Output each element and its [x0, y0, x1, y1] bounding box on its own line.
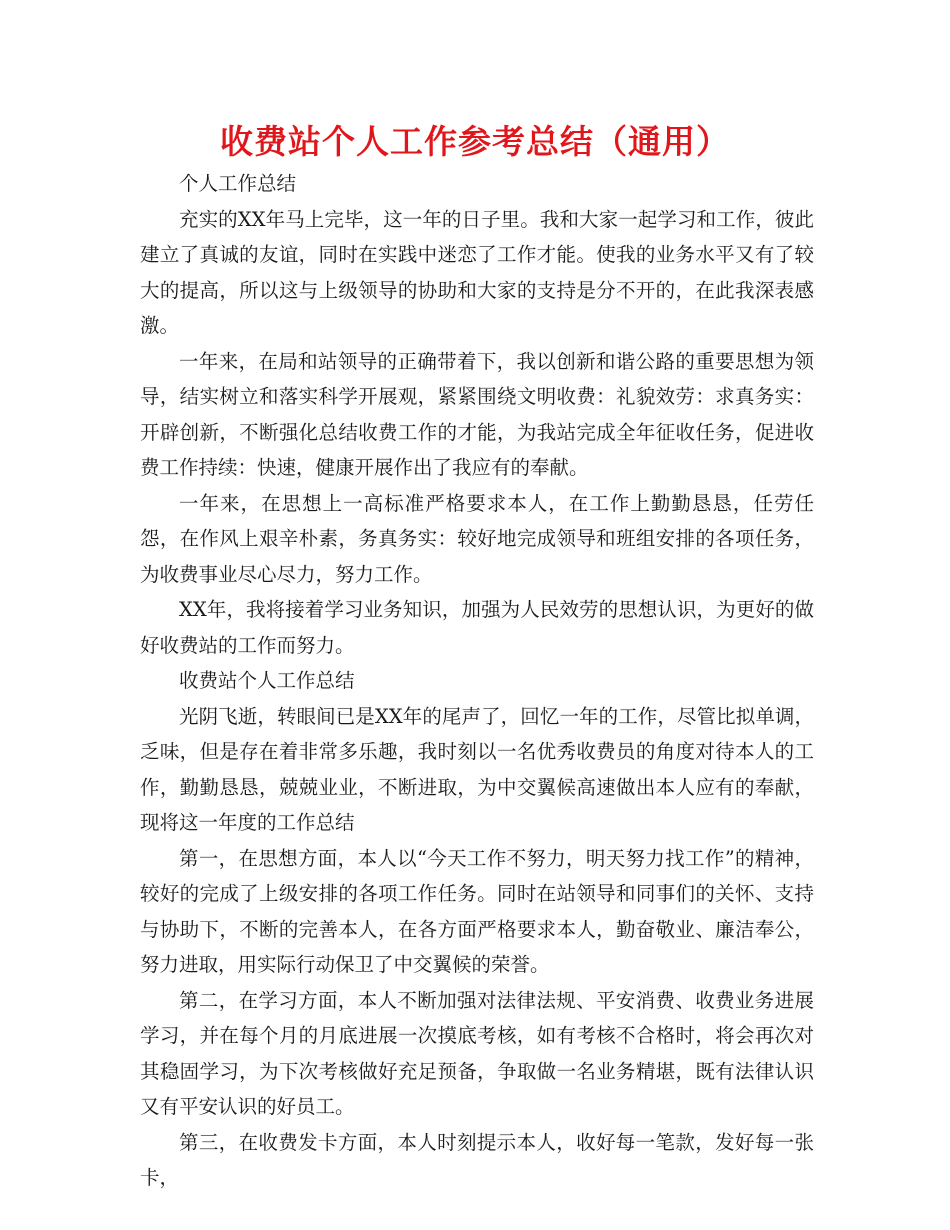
- body-paragraph: 第二，在学习方面，本人不断加强对法律法规、平安消费、收费业务进展学习，并在每个月的月底进展一次摸底考核，如有考核不合格时，将会再次对其稳固学习，为下次考核做好充足预备，争取做一名业务精堪，既有法律认识又有平安认识的好员工。: [140, 988, 814, 1118]
- section-heading: 收费站个人工作总结: [179, 669, 355, 692]
- body-paragraph: 第一，在思想方面，本人以“今天工作不努力，明天努力找工作”的精神，较好的完成了上级安排的各项工作任务。同时在站领导和同事们的关怀、支持与协助下，不断的完善本人，在各方面严格要求本人，勤奋敬业、廉洁奉公，努力进取，用实际行动保卫了中交翼候的荣誉。: [140, 846, 814, 976]
- body-paragraph: 充实的XX年马上完毕，这一年的日子里。我和大家一起学习和工作，彼此建立了真诚的友谊，同时在实践中迷恋了工作才能。使我的业务水平又有了较大的提高，所以这与上级领导的协助和大家的支持是分不开的，在此我深表感激。: [140, 207, 814, 337]
- document-title: 收费站个人工作参考总结（通用）: [220, 122, 730, 161]
- body-paragraph: 一年来，在思想上一高标准严格要求本人，在工作上勤勤恳恳，任劳任怨，在作风上艰辛朴素，务真务实：较好地完成领导和班组安排的各项任务，为收费事业尽心尽力，努力工作。: [140, 491, 814, 586]
- body-paragraph: 一年来，在局和站领导的正确带着下，我以创新和谐公路的重要思想为领导，结实树立和落实科学开展观，紧紧围绕文明收费：礼貌效劳：求真务实：开辟创新，不断强化总结收费工作的才能，为我站完成全年征收任务，促进收费工作持续：快速，健康开展作出了我应有的奉献。: [140, 349, 814, 479]
- body-paragraph: 第三，在收费发卡方面，本人时刻提示本人，收好每一笔款，发好每一张卡，: [140, 1130, 814, 1189]
- body-paragraph: 光阴飞逝，转眼间已是XX年的尾声了，回忆一年的工作，尽管比拟单调，乏味，但是存在着非常多乐趣，我时刻以一名优秀收费员的角度对待本人的工作，勤勤恳恳，兢兢业业，不断进取，为中交翼候高速做出本人应有的奉献，现将这一年度的工作总结: [140, 704, 814, 834]
- body-paragraph: XX年，我将接着学习业务知识，加强为人民效劳的思想认识，为更好的做好收费站的工作而努力。: [140, 598, 814, 657]
- document-body: [140, 166, 814, 1196]
- section-heading: 个人工作总结: [179, 172, 297, 195]
